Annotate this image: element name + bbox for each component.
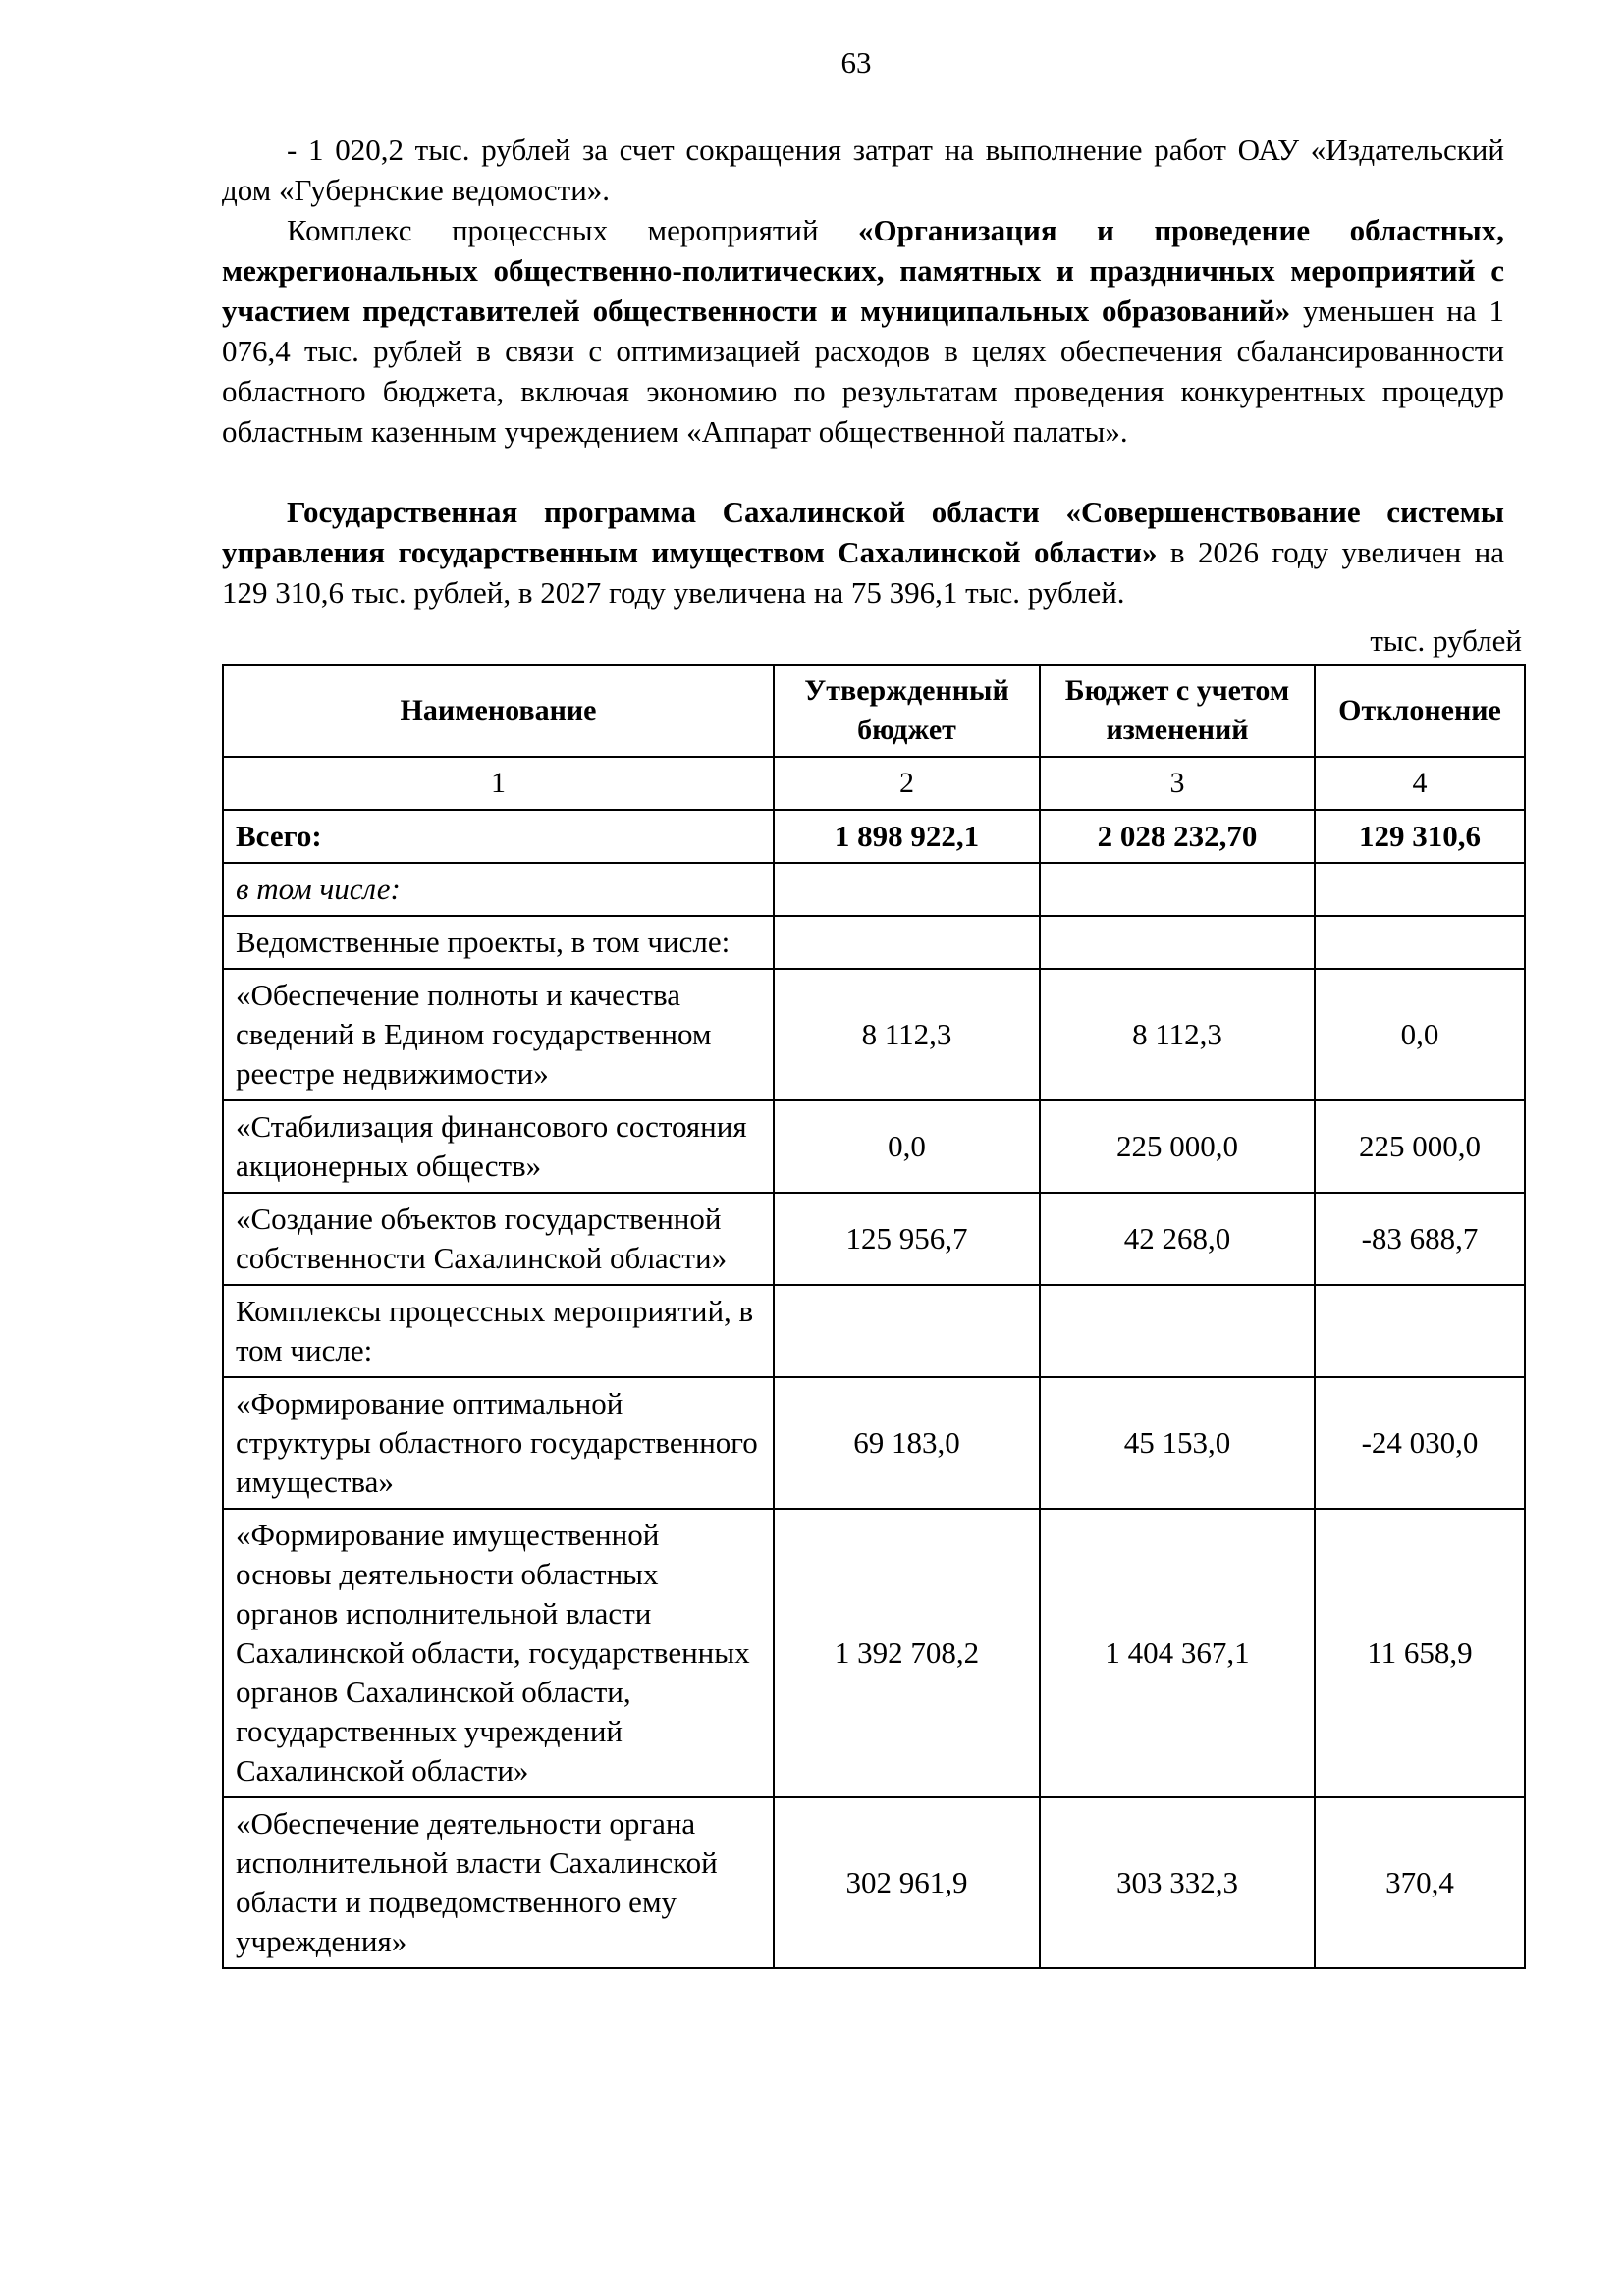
- approved-budget-cell: 125 956,7: [774, 1193, 1040, 1285]
- name-cell: «Обеспечение полноты и качества сведений в Едином государственном реестре недвижимости»: [223, 969, 774, 1100]
- deviation-cell: -24 030,0: [1315, 1377, 1525, 1509]
- paragraph-bold-text: Государственная программа Сахалинской области «Совершенствование системы управления государственным имуществом Сахалинской области»: [222, 495, 1504, 569]
- approved-budget-cell: 302 961,9: [774, 1797, 1040, 1968]
- approved-budget-cell: [774, 1285, 1040, 1377]
- deviation-cell: [1315, 863, 1525, 916]
- approved-budget-cell: 69 183,0: [774, 1377, 1040, 1509]
- col-header-name: Наименование: [223, 665, 774, 757]
- table-row-registry-completeness: [223, 969, 1525, 1100]
- units-label: тыс. рублей: [1370, 623, 1522, 658]
- deviation-cell: 11 658,9: [1315, 1509, 1525, 1797]
- adjusted-budget-cell: [1040, 863, 1315, 916]
- deviation-cell: -83 688,7: [1315, 1193, 1525, 1285]
- approved-budget-cell: 1 898 922,1: [774, 810, 1040, 863]
- paragraph-text: Комплекс процессных мероприятий: [287, 213, 858, 247]
- table-row-including: [223, 863, 1525, 916]
- paragraph-process-complex: [222, 210, 1524, 452]
- table-row-total: [223, 810, 1525, 863]
- deviation-cell: 225 000,0: [1315, 1100, 1525, 1193]
- deviation-cell: 129 310,6: [1315, 810, 1525, 863]
- name-cell: «Стабилизация финансового состояния акционерных обществ»: [223, 1100, 774, 1193]
- name-cell: «Формирование оптимальной структуры областного государственного имущества»: [223, 1377, 774, 1509]
- paragraph-state-program: [222, 492, 1524, 613]
- paragraph-text: - 1 020,2 тыс. рублей за счет сокращения затрат на выполнение работ ОАУ «Издательский дом «Губернские ведомости».: [222, 133, 1504, 207]
- approved-budget-cell: [774, 863, 1040, 916]
- deviation-cell: 370,4: [1315, 1797, 1525, 1968]
- adjusted-budget-cell: [1040, 916, 1315, 969]
- budget-table: [222, 664, 1526, 1969]
- deviation-cell: 0,0: [1315, 969, 1525, 1100]
- adjusted-budget-cell: 303 332,3: [1040, 1797, 1315, 1968]
- name-cell: «Формирование имущественной основы деятельности областных органов исполнительной власти Сахалинской области, государственных органов Сахалинской области, государственных учреждений Сахалинской области»: [223, 1509, 774, 1797]
- approved-budget-cell: 0,0: [774, 1100, 1040, 1193]
- table-row-optimal-structure: [223, 1377, 1525, 1509]
- col-header-deviation: Отклонение: [1315, 665, 1525, 757]
- table-row-authority-support: [223, 1797, 1525, 1968]
- table-row-departmental-projects: [223, 916, 1525, 969]
- paragraph-text: уменьшен на 1 076,4 тыс. рублей в связи с оптимизацией расходов в целях обеспечения сбалансированности областного бюджета, включая экономию по результатам проведения конкурентных процедур областным казенным учреждением «Аппарат общественной палаты».: [222, 294, 1504, 449]
- col-header-adjusted-budget: Бюджет с учетом изменений: [1040, 665, 1315, 757]
- adjusted-budget-cell: [1040, 1285, 1315, 1377]
- paragraph-work-reduction: [222, 130, 1524, 210]
- page-number: 63: [840, 45, 872, 80]
- column-numbers-row: [223, 757, 1525, 810]
- name-cell: Ведомственные проекты, в том числе:: [223, 916, 774, 969]
- adjusted-budget-cell: 2 028 232,70: [1040, 810, 1315, 863]
- name-cell: «Обеспечение деятельности органа исполнительной власти Сахалинской области и подведомственного ему учреждения»: [223, 1797, 774, 1968]
- adjusted-budget-cell: 8 112,3: [1040, 969, 1315, 1100]
- adjusted-budget-cell: 225 000,0: [1040, 1100, 1315, 1193]
- approved-budget-cell: 1 392 708,2: [774, 1509, 1040, 1797]
- deviation-cell: [1315, 1285, 1525, 1377]
- col-header-approved-budget: Утвержденный бюджет: [774, 665, 1040, 757]
- name-cell: в том числе:: [223, 863, 774, 916]
- column-number-cell: 3: [1040, 757, 1315, 810]
- approved-budget-cell: 8 112,3: [774, 969, 1040, 1100]
- name-cell: Комплексы процессных мероприятий, в том числе:: [223, 1285, 774, 1377]
- table-header-row: [223, 665, 1525, 757]
- table-row-state-property-objects: [223, 1193, 1525, 1285]
- page-content: [222, 45, 1524, 1969]
- name-cell: «Создание объектов государственной собственности Сахалинской области»: [223, 1193, 774, 1285]
- column-number-cell: 4: [1315, 757, 1525, 810]
- column-number-cell: 1: [223, 757, 774, 810]
- table-row-process-complexes: [223, 1285, 1525, 1377]
- deviation-cell: [1315, 916, 1525, 969]
- table-row-property-basis: [223, 1509, 1525, 1797]
- column-number-cell: 2: [774, 757, 1040, 810]
- table-row-financial-stabilization: [223, 1100, 1525, 1193]
- paragraph-bold-text: «Организация и проведение областных, межрегиональных общественно-политических, памятных и праздничных мероприятий с участием представителей общественности и муниципальных образований»: [222, 213, 1505, 328]
- adjusted-budget-cell: 45 153,0: [1040, 1377, 1315, 1509]
- paragraph-text: в 2026 году увеличен на 129 310,6 тыс. рублей, в 2027 году увеличена на 75 396,1 тыс. рублей.: [222, 535, 1504, 610]
- adjusted-budget-cell: 1 404 367,1: [1040, 1509, 1315, 1797]
- approved-budget-cell: [774, 916, 1040, 969]
- name-cell: Всего:: [223, 810, 774, 863]
- adjusted-budget-cell: 42 268,0: [1040, 1193, 1315, 1285]
